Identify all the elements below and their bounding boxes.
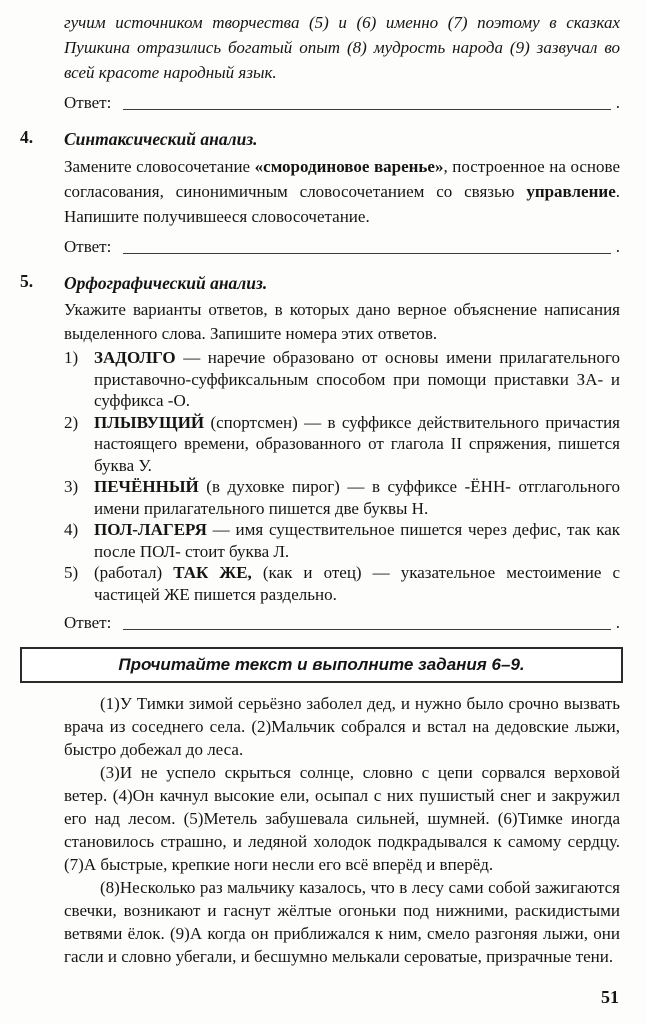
answer-period: . xyxy=(615,613,620,632)
option-text: ЗАДОЛГО — наречие образовано от основы имени прилагательного приставочно-суффиксальным способом при помощи приставки ЗА- и суффикса -О. xyxy=(94,348,620,410)
task-5-answer-row xyxy=(64,611,620,634)
task3-answer-row xyxy=(64,91,620,114)
task3-continuation-text: гучим источником творчества (5) и (6) именно (7) поэтому в сказках Пушкина отразились богатый опыт (8) мудрость народа (9) зазвучал во всей красоте народный язык. xyxy=(64,13,620,82)
task-5-number: 5. xyxy=(20,271,34,291)
task-5-title: Орфографический анализ. xyxy=(64,273,268,293)
reading-paragraph-3: (8)Несколько раз мальчику казалось, что в лесу сами собой зажигаются свечки, возникают и гаснут жёлтые огоньки под нижними, раскидистыми ветвями ёлок. (9)А когда он приближался к ним, смело разгоняя лыжи, они гасли и словно убегали, и бесшумно мелькали сероватые, призрачные тени. xyxy=(64,878,620,966)
reading-instruction-box: Прочитайте текст и выполните задания 6–9. xyxy=(20,647,623,683)
answer-period: . xyxy=(615,237,620,256)
answer-blank-line xyxy=(123,615,610,630)
task-5 xyxy=(20,271,621,634)
option-text: ПОЛ-ЛАГЕРЯ — имя существительное пишется через дефис, так как после ПОЛ- стоит буква Л. xyxy=(94,520,620,561)
answer-label: Ответ: xyxy=(64,93,112,112)
answer-label: Ответ: xyxy=(64,613,112,632)
task-5-options xyxy=(64,347,620,605)
option-text: (работал) ТАК ЖЕ, (как и отец) — указательное местоимение с частицей ЖЕ пишется раздельно. xyxy=(94,563,621,604)
option-1 xyxy=(64,347,620,412)
task-4-answer-row xyxy=(64,235,620,258)
page-number: 51 xyxy=(601,987,619,1007)
answer-blank-line xyxy=(123,95,610,110)
task-4-title: Синтаксический анализ. xyxy=(64,129,258,149)
task-5-instruction: Укажите варианты ответов, в которых дано верное объяснение написания выделенного слова. Запишите номера этих ответов. xyxy=(64,300,620,343)
answer-blank-line xyxy=(123,239,610,254)
option-text: ПЕЧЁННЫЙ (в духовке пирог) — в суффиксе -ЁНН- отглагольного имени прилагательного пишется две буквы Н. xyxy=(94,477,620,518)
reading-text xyxy=(64,692,620,968)
option-number: 5) xyxy=(64,563,79,582)
option-text: ПЛЫВУЩИЙ (спортсмен) — в суффиксе действительного причастия настоящего времени, образованного от глагола II спряжения, пишется буква У. xyxy=(94,412,620,475)
option-number: 1) xyxy=(64,348,79,367)
task-4 xyxy=(20,127,620,258)
answer-label: Ответ: xyxy=(64,237,112,256)
reading-paragraph-2: (3)И не успело скрыться солнце, словно с цепи сорвался верховой ветер. (4)Он качнул высокие ели, осыпал с них пушистый снег и закружил его над лесом. (5)Метель забушевала сильней, шумней. (6)Тимке иногда становилось страшно, и ледяной холодок подкрадывался к самому сердцу. (7)А быстрые, крепкие ноги несли его всё вперёд и вперёд. xyxy=(64,763,620,874)
option-5 xyxy=(64,562,620,605)
task-4-number: 4. xyxy=(20,127,34,147)
option-number: 2) xyxy=(64,412,79,432)
option-3 xyxy=(64,476,620,519)
option-number: 4) xyxy=(64,520,79,539)
answer-period: . xyxy=(615,93,620,112)
reading-paragraph-1: (1)У Тимки зимой серьёзно заболел дед, и нужно было срочно вызвать врача из соседнего села. (2)Мальчик собрался и встал на дедовские лыжи, быстро добежал до леса. xyxy=(64,694,620,759)
option-2 xyxy=(64,412,620,477)
task-4-body: Замените словосочетание «смородиновое варенье», построенное на основе согласования, синонимичным словосочетанием со связью управление. Напишите получившееся словосочетание. xyxy=(64,157,620,226)
option-number: 3) xyxy=(64,477,79,496)
option-4 xyxy=(64,519,620,562)
